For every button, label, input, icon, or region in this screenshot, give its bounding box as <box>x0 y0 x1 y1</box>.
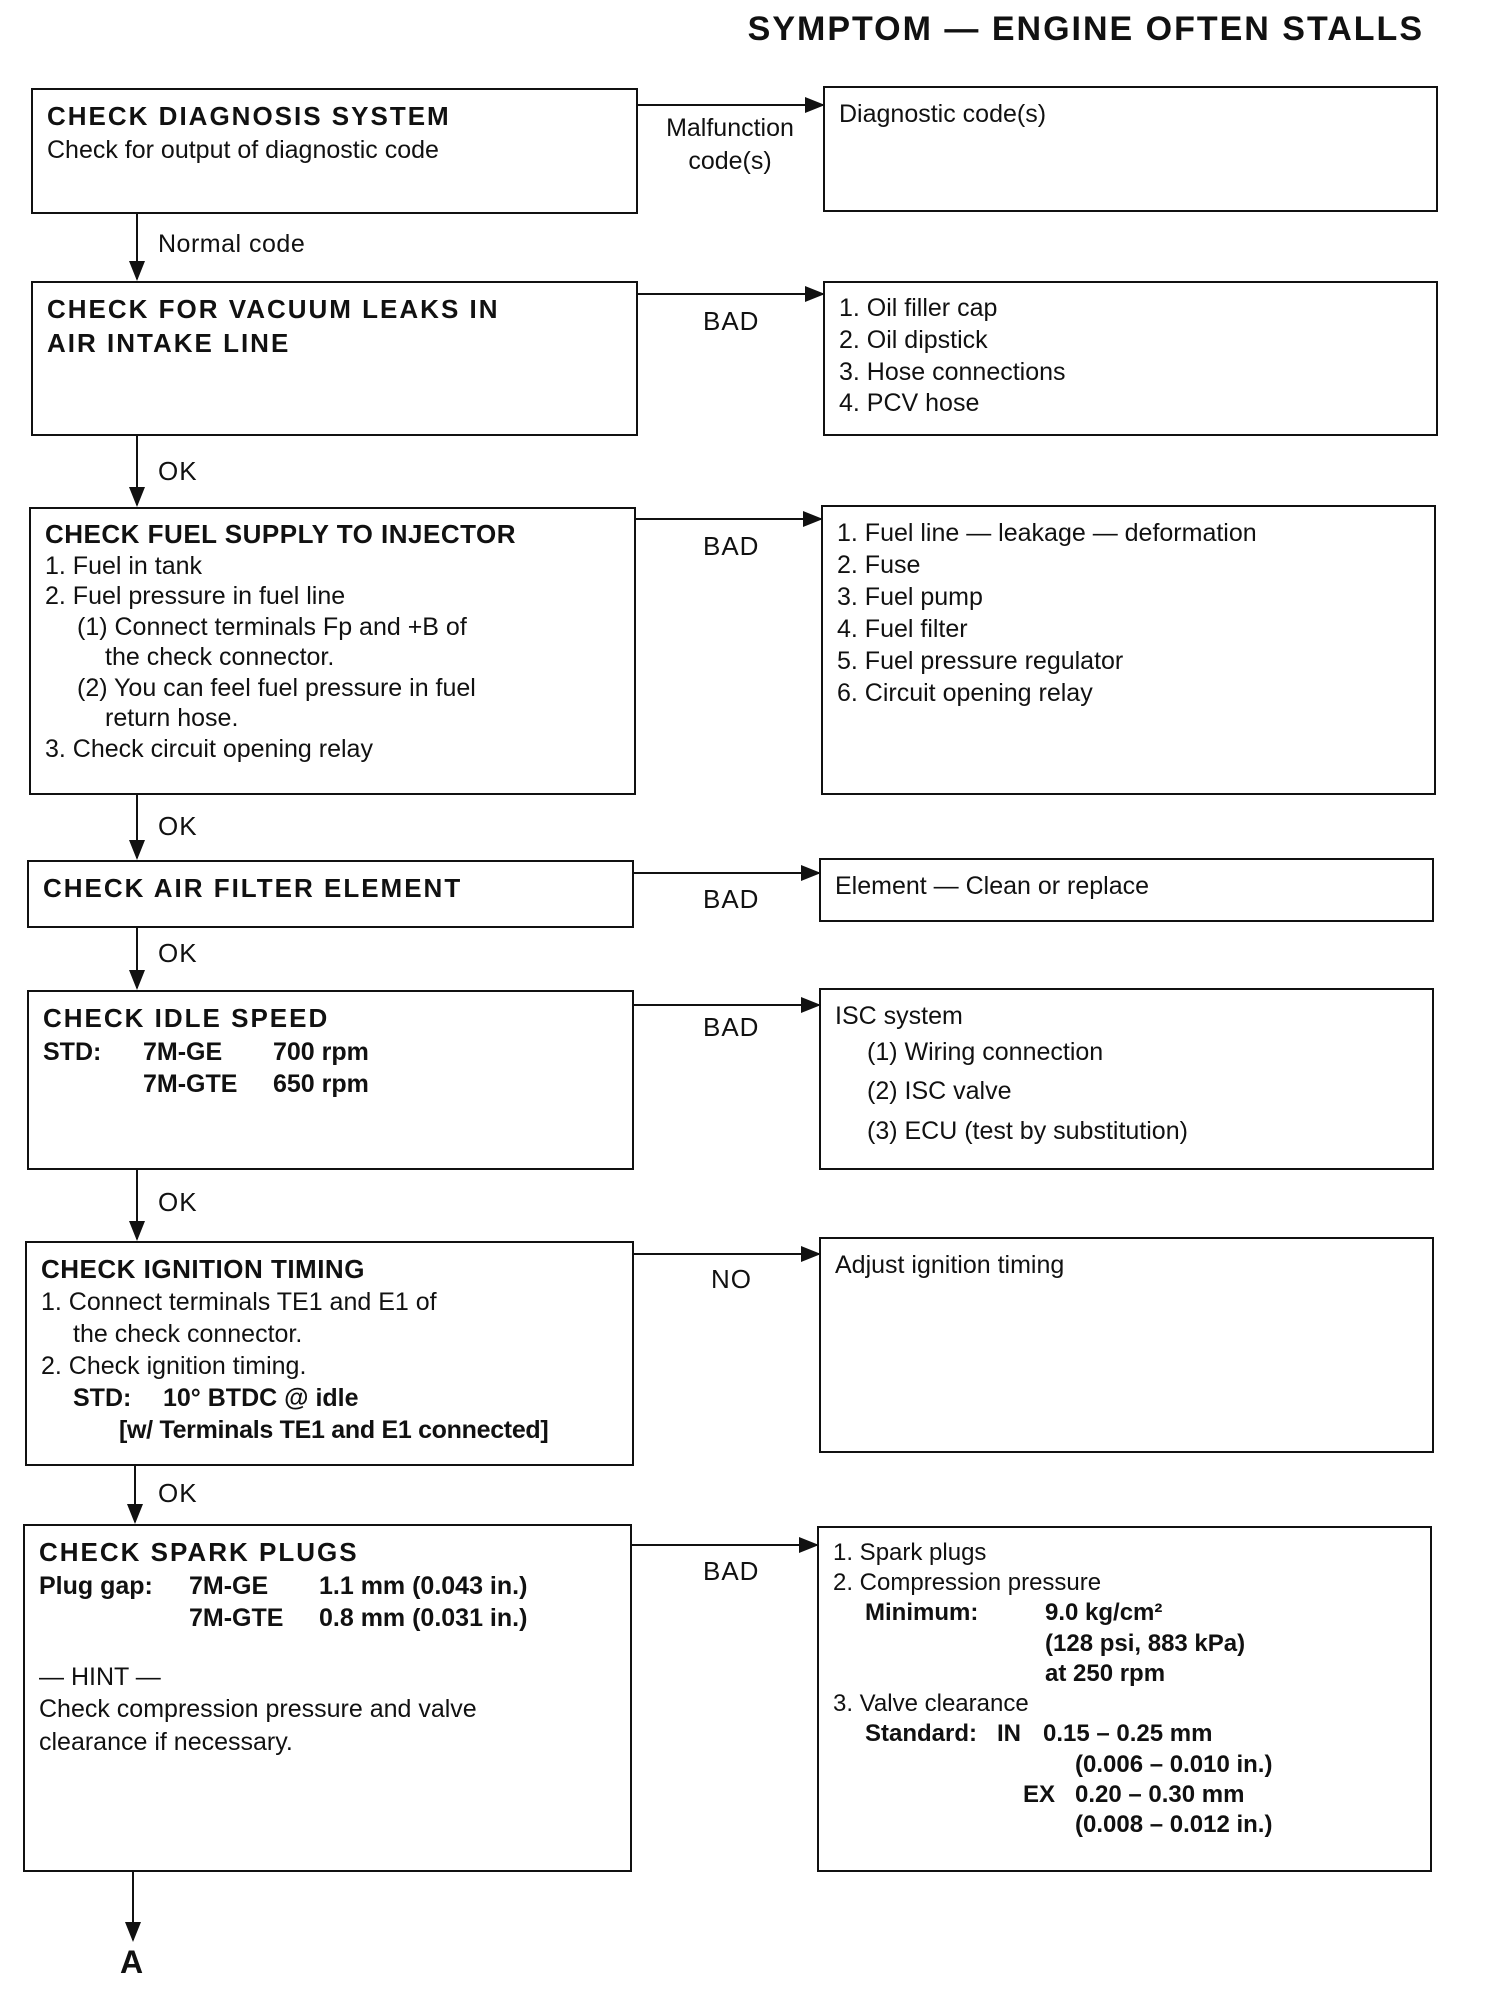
flow-label-ok-1: OK <box>158 456 198 486</box>
result-spark-plugs: 1. Spark plugs 2. Compression pressure Minimum: 9.0 kg/cm² (128 psi, 883 kPa) at 250 rpm 3. Valve clearance Standard: IN 0.15 – 0.25 mm (0.006 – 0.010 in.) EX 0.20 – 0.30 mm (0.008 – 0.012 in.) <box>817 1526 1432 1872</box>
step-check-ignition-timing: CHECK IGNITION TIMING 1. Connect terminals TE1 and E1 of the check connector. 2. Check ignition timing. STD: 10° BTDC @ idle [w/ Terminals TE1 and E1 connected] <box>25 1241 634 1466</box>
result-adjust-ignition: Adjust ignition timing <box>819 1237 1434 1453</box>
branch-label-no-ignition: NO <box>711 1264 752 1294</box>
flow-label-ok-3: OK <box>158 938 198 968</box>
result-vacuum-leaks: 1. Oil filler cap 2. Oil dipstick 3. Hose connections 4. PCV hose <box>823 281 1438 436</box>
flow-label-ok-5: OK <box>158 1478 198 1508</box>
branch-label-bad-fuel: BAD <box>703 531 760 561</box>
branch-label-bad-idle: BAD <box>703 1012 760 1042</box>
page-title: SYMPTOM — ENGINE OFTEN STALLS <box>747 10 1424 48</box>
step-check-spark-plugs: CHECK SPARK PLUGS Plug gap: 7M-GE 1.1 mm (0.043 in.) 7M-GTE 0.8 mm (0.031 in.) — HINT — Check compression pressure and valve clearance if necessary. <box>23 1524 632 1872</box>
result-diagnostic-codes: Diagnostic code(s) <box>823 86 1438 212</box>
result-air-filter: Element — Clean or replace <box>819 858 1434 922</box>
flow-label-ok-2: OK <box>158 811 198 841</box>
step-check-diagnosis: CHECK DIAGNOSIS SYSTEM Check for output of diagnostic code <box>31 88 638 214</box>
branch-label-bad-vacuum: BAD <box>703 306 760 336</box>
branch-label-bad-spark: BAD <box>703 1556 760 1586</box>
step-check-idle-speed: CHECK IDLE SPEED STD: 7M-GE 700 rpm 7M-GTE 650 rpm <box>27 990 634 1170</box>
step-check-vacuum-leaks: CHECK FOR VACUUM LEAKS IN AIR INTAKE LINE <box>31 281 638 436</box>
branch-label-malfunction: Malfunction code(s) <box>666 114 794 175</box>
flow-label-normal-code: Normal code <box>158 230 306 258</box>
step-check-air-filter: CHECK AIR FILTER ELEMENT <box>27 860 634 928</box>
result-fuel-supply: 1. Fuel line — leakage — deformation 2. Fuse 3. Fuel pump 4. Fuel filter 5. Fuel pressure regulator 6. Circuit opening relay <box>821 505 1436 795</box>
result-isc-system: ISC system (1) Wiring connection (2) ISC valve (3) ECU (test by substitution) <box>819 988 1434 1170</box>
branch-label-bad-air-filter: BAD <box>703 884 760 914</box>
continuation-label-a: A <box>120 1944 145 1980</box>
flow-label-ok-4: OK <box>158 1187 198 1217</box>
step-check-fuel-supply: CHECK FUEL SUPPLY TO INJECTOR 1. Fuel in tank 2. Fuel pressure in fuel line (1) Connect terminals Fp and +B of the check connector. (2) You can feel fuel pressure in fuel return hose. 3. Check circuit opening relay <box>29 507 636 795</box>
